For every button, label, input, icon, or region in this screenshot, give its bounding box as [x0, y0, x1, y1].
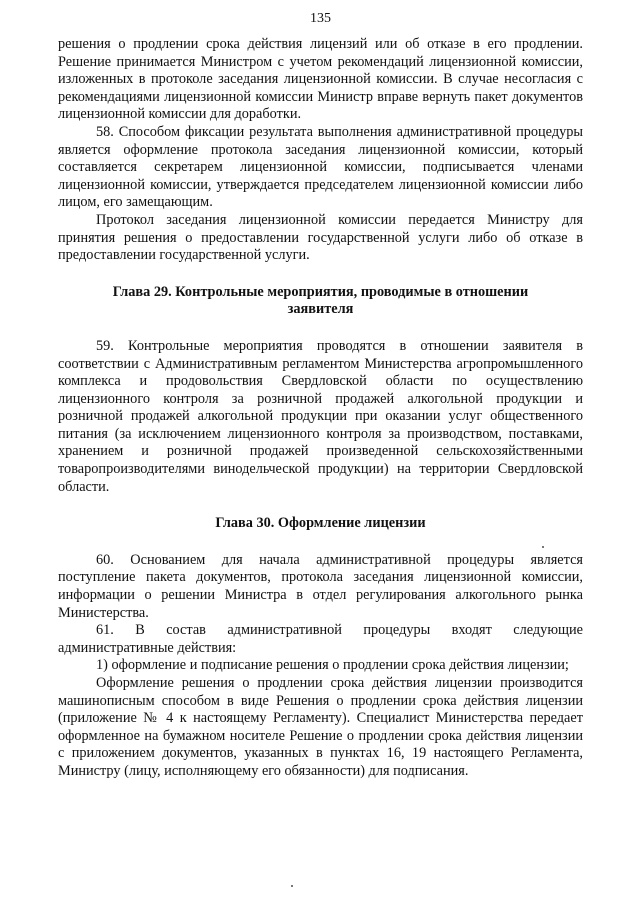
list-item-1: 1) оформление и подписание решения о продлении срока действия лицензии;	[96, 657, 569, 674]
chapter-29-heading: Глава 29. Контрольные мероприятия, проводимые в отношении заявителя	[112, 283, 529, 318]
spacer	[58, 496, 583, 515]
paragraph-59: 59. Контрольные мероприятия проводятся в отношении заявителя в соответствии с Административным регламентом Министерства агропромышленного комплекса и продовольствия Свердловской области по осуществлению лицензионного контроля за розничной продажей алкогольной продукции и розничной продажей алкогольной продукции при оказании услуг общественного питания (за исключением лицензионного контроля за производством, поставками, хранением и розничной продажей произведенной сельскохозяйственными товаропроизводителями винодельческой продукции) на территории Свердловской области.	[58, 337, 583, 495]
scan-speck	[542, 546, 544, 548]
paragraph-license-formation: Оформление решения о продлении срока действия лицензии производится машинописным способом в виде Решения о продлении срока действия лицензии (приложение № 4 к настоящему Регламенту). Специалист Министерства передает оформленное на бумажном носителе Решение о продлении срока действия лицензии с приложением документов, указанных в пунктах 16, 19 настоящего Регламента, Министру (лицу, исполняющему его обязанности) для подписания.	[58, 675, 583, 779]
document-page	[58, 10, 583, 781]
spacer	[58, 533, 583, 552]
spacer	[58, 319, 583, 338]
page-number: 135	[310, 11, 331, 26]
paragraph-continuation: решения о продлении срока действия лицензий или об отказе в его продлении. Решение принимается Министром с учетом рекомендаций лицензионной комиссии, изложенных в протоколе заседания лицензионной комиссии. В случае несогласия с рекомендациями лицензионной комиссии Министр вправе вернуть пакет документов лицензионной комиссии для доработки.	[58, 36, 583, 123]
chapter-30-heading: Глава 30. Оформление лицензии	[215, 515, 426, 532]
paragraph-58: 58. Способом фиксации результата выполнения административной процедуры является оформление протокола заседания лицензионной комиссии, который составляется секретарем лицензионной комиссии, подписывается членами лицензионной комиссии, утверждается председателем лицензионной комиссии либо лицом, его замещающим.	[58, 123, 583, 211]
paragraph-61: 61. В состав административной процедуры входят следующие административные действия:	[58, 622, 583, 656]
spacer	[58, 265, 583, 284]
paragraph-60: 60. Основанием для начала административной процедуры является поступление пакета документов, протокола заседания лицензионной комиссии, информации о решении Министра в отдел регулирования алкогольного рынка Министерства.	[58, 551, 583, 621]
scan-speck	[291, 885, 293, 887]
paragraph-protocol: Протокол заседания лицензионной комиссии передается Министру для принятия решения о предоставлении государственной услуги либо об отказе в предоставлении государственной услуги.	[58, 211, 583, 264]
